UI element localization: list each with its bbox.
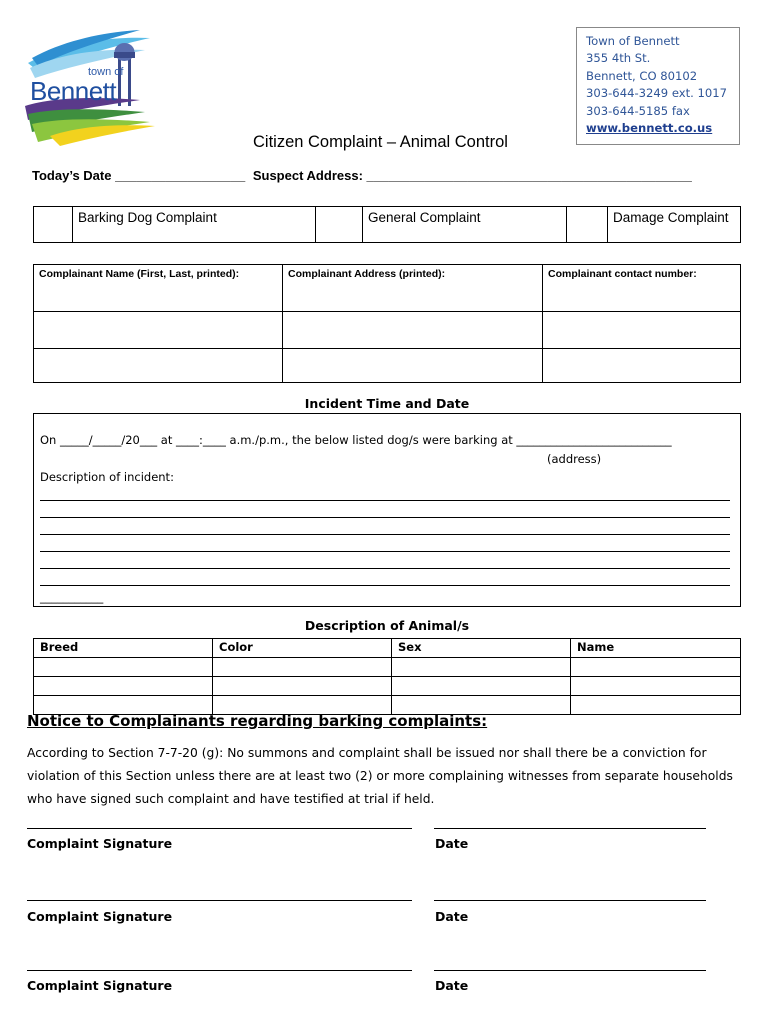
contact-box xyxy=(576,27,740,145)
complainant-name-cell[interactable] xyxy=(34,349,283,383)
animal-cell[interactable] xyxy=(571,677,741,696)
signature-label: Complaint Signature xyxy=(27,978,173,993)
page-title: Citizen Complaint – Animal Control xyxy=(253,133,508,151)
checkbox-damage[interactable] xyxy=(567,207,608,243)
column-header-breed: Breed xyxy=(34,639,213,658)
description-line[interactable] xyxy=(40,517,730,518)
animal-cell[interactable] xyxy=(213,658,392,677)
column-header-sex: Sex xyxy=(392,639,571,658)
animals-heading: Description of Animal/s xyxy=(304,618,470,633)
description-label: Description of incident: xyxy=(40,470,174,484)
contact-fax: 303-644-5185 fax xyxy=(586,103,690,118)
animal-cell[interactable] xyxy=(392,658,571,677)
contact-phone: 303-644-3249 ext. 1017 xyxy=(586,86,728,101)
suspect-address-field[interactable]: Suspect Address: _____________________________________________ xyxy=(252,168,692,183)
date-line xyxy=(32,168,692,183)
description-line[interactable] xyxy=(40,500,730,501)
complainant-address-cell[interactable] xyxy=(283,312,543,349)
logo-name: Bennett xyxy=(30,76,117,106)
address-label: (address) xyxy=(547,452,602,466)
signature-label: Complaint Signature xyxy=(27,836,173,851)
complainant-name-cell[interactable] xyxy=(34,312,283,349)
description-line[interactable] xyxy=(40,585,730,586)
animal-cell[interactable] xyxy=(392,677,571,696)
incident-heading: Incident Time and Date xyxy=(304,396,470,411)
column-header-color: Color xyxy=(213,639,392,658)
contact-line: 355 4th St. xyxy=(586,51,651,66)
website-link[interactable]: www.bennett.co.us xyxy=(586,121,713,136)
checkbox-barking[interactable] xyxy=(34,207,73,243)
date-line[interactable] xyxy=(434,900,706,901)
todays-date-field[interactable]: Today’s Date __________________ xyxy=(32,168,246,183)
signature-line[interactable] xyxy=(27,900,412,901)
animal-cell[interactable] xyxy=(571,658,741,677)
complainant-contact-cell[interactable] xyxy=(543,312,741,349)
complainant-address-header: Complainant Address (printed): xyxy=(283,265,543,312)
complainant-contact-cell[interactable] xyxy=(543,349,741,383)
animal-cell[interactable] xyxy=(571,696,741,715)
signature-line[interactable] xyxy=(27,828,412,829)
description-line[interactable] xyxy=(40,568,730,569)
complaint-type-barking: Barking Dog Complaint xyxy=(73,207,316,243)
date-line[interactable] xyxy=(434,828,706,829)
complaint-type-damage: Damage Complaint xyxy=(608,207,741,243)
complainant-table xyxy=(33,264,741,383)
town-logo xyxy=(20,28,160,148)
animal-cell[interactable] xyxy=(34,658,213,677)
date-label: Date xyxy=(435,978,469,993)
logo-small-text: town of xyxy=(88,66,124,78)
contact-line: Town of Bennett xyxy=(586,34,680,48)
description-line[interactable] xyxy=(40,551,730,552)
date-label: Date xyxy=(435,909,469,924)
signature-label: Complaint Signature xyxy=(27,909,173,924)
signature-line[interactable] xyxy=(27,970,412,971)
description-line[interactable] xyxy=(40,534,730,535)
complainant-name-header: Complainant Name (First, Last, printed): xyxy=(34,265,283,312)
complaint-type-general: General Complaint xyxy=(363,207,567,243)
notice-heading: Notice to Complainants regarding barking complaints: xyxy=(27,712,488,730)
date-label: Date xyxy=(435,836,469,851)
animal-cell[interactable] xyxy=(34,677,213,696)
checkbox-general[interactable] xyxy=(316,207,363,243)
incident-on-line[interactable]: On _____/_____/20___ at ____:____ a.m./p.m., the below listed dog/s were barking at ___________________________ xyxy=(40,433,672,447)
complaint-type-table xyxy=(33,206,741,243)
contact-line: Bennett, CO 80102 xyxy=(586,68,698,83)
column-header-name: Name xyxy=(571,639,741,658)
incident-box xyxy=(33,413,741,607)
complainant-contact-header: Complainant contact number: xyxy=(543,265,741,312)
complainant-address-cell[interactable] xyxy=(283,349,543,383)
animals-table xyxy=(33,638,741,715)
animal-cell[interactable] xyxy=(213,677,392,696)
notice-body: According to Section 7-7-20 (g): No summons and complaint shall be issued nor shall there be a conviction for violation of this Section unless there are at least two (2) or more complaining witnesses from separate households who have signed such complaint and have testified at trial if held. xyxy=(27,746,733,806)
date-line[interactable] xyxy=(434,970,706,971)
description-short-line[interactable]: ___________ xyxy=(40,590,104,604)
